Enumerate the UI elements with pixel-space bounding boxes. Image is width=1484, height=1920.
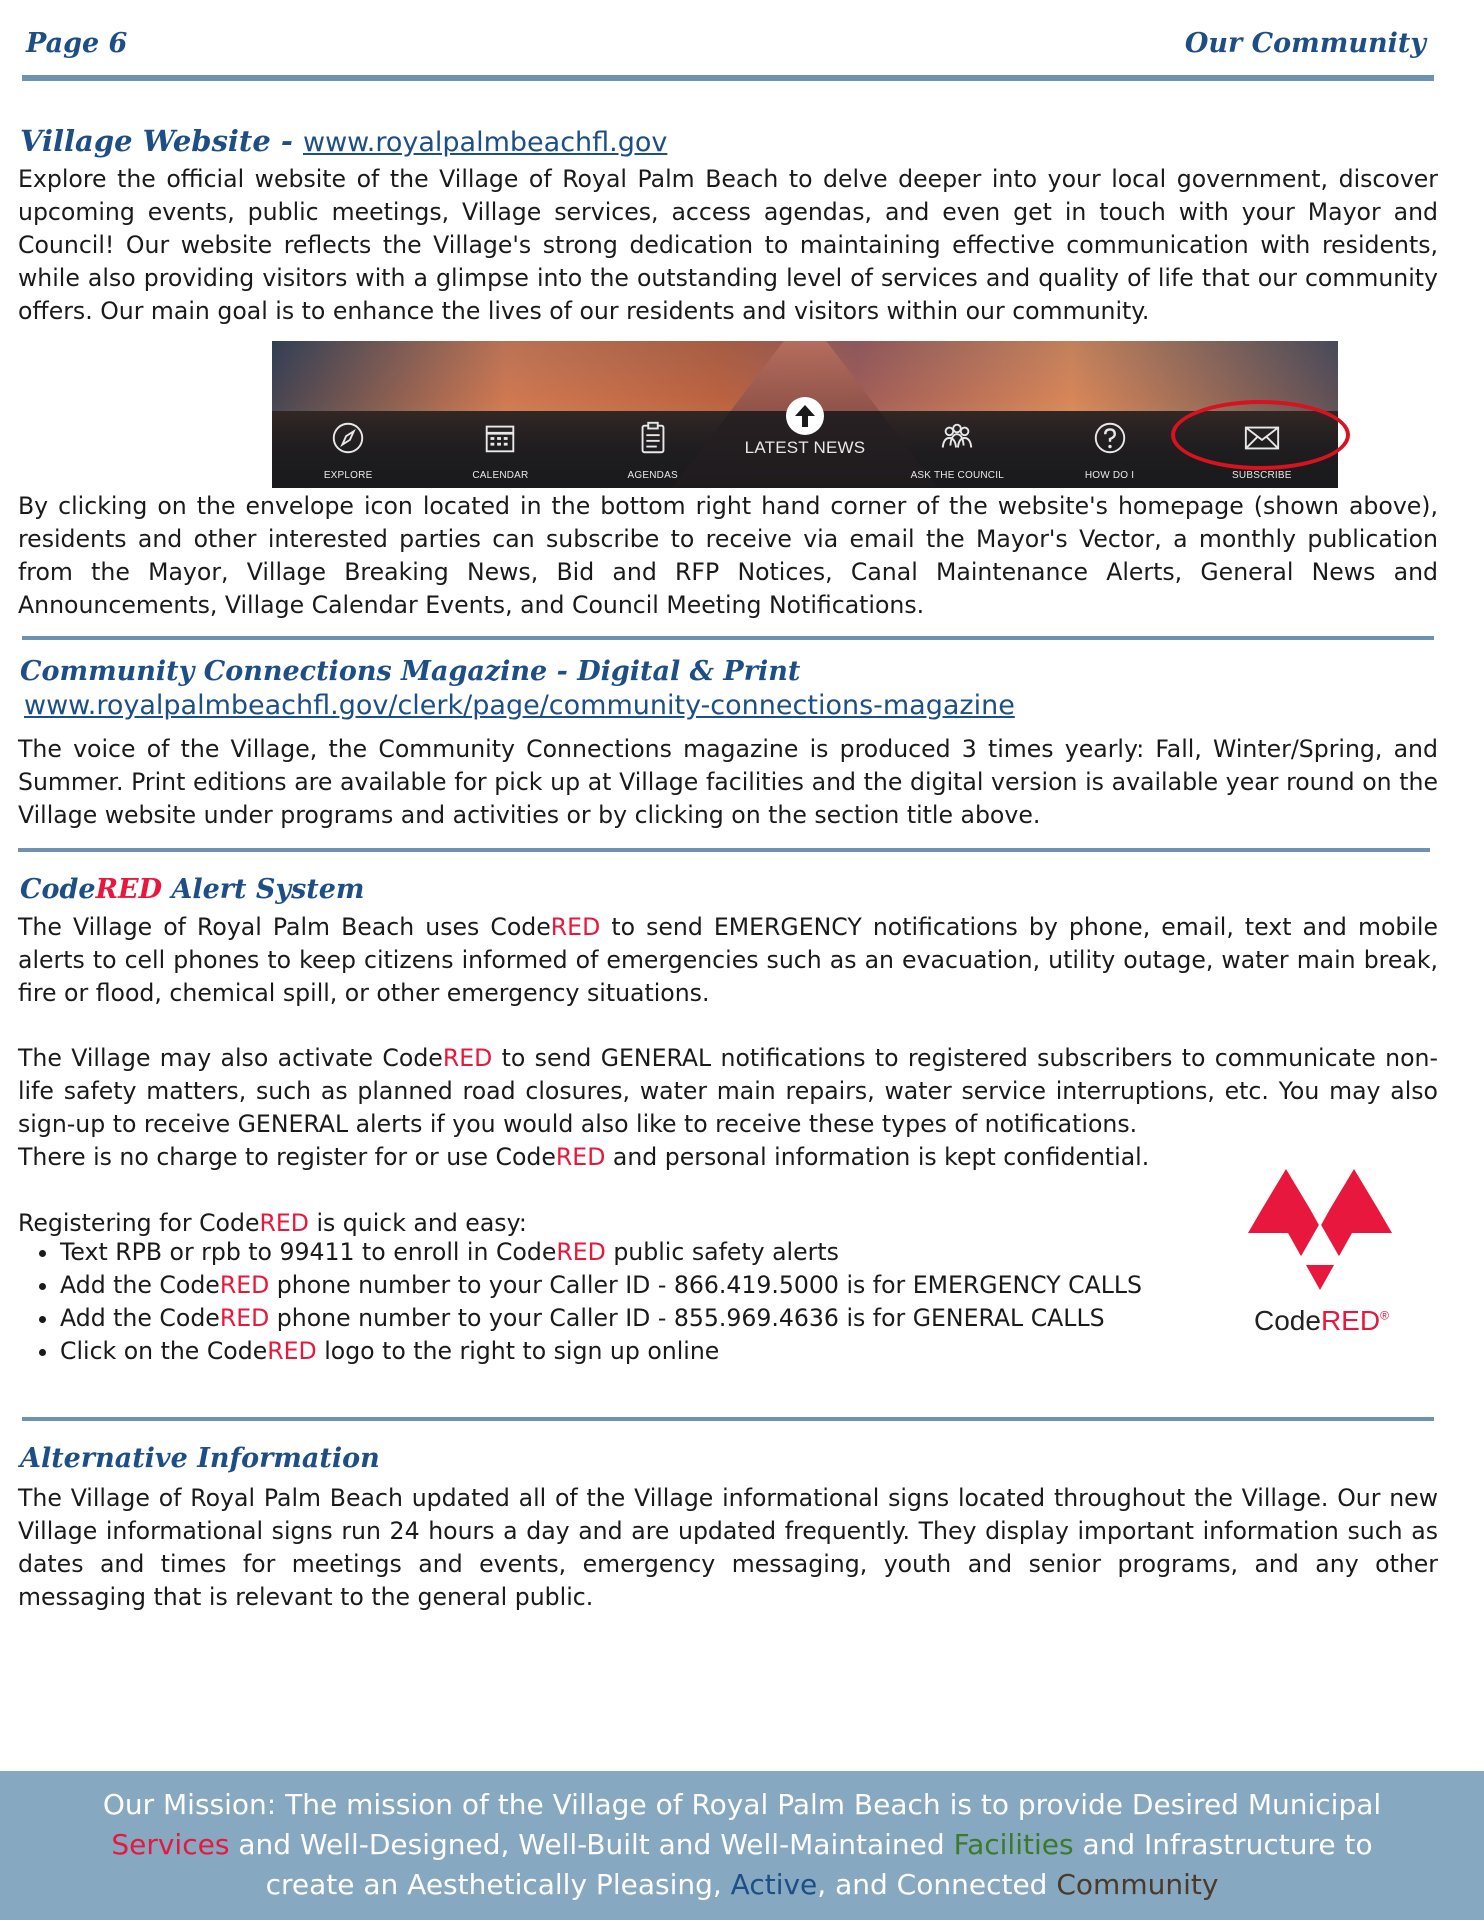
section-title: Our Community [1184,28,1426,59]
list-item: • Text RPB or rpb to 99411 to enroll in CodeRED public safety alerts [60,1236,1142,1269]
codered-steps-list [18,1236,1142,1368]
subscribe-highlight-circle [1171,400,1350,470]
website-link[interactable]: www.royalpalmbeachfl.gov [303,127,668,158]
banner-label: LATEST NEWS [744,438,866,457]
alternative-title: Alternative Information [20,1443,380,1474]
magazine-body: The voice of the Village, the Community Connections magazine is produced 3 times yearly: Fall, Winter/Spring, and Summer. Print editions are available for pick up at Village facilities and the digital version is available year round on the Village website under programs and activities or by clicking on the section title above. [18,735,1438,829]
banner-nav-calendar [424,411,576,488]
banner-nav-agendas [577,411,729,488]
list-item: • Add the CodeRED phone number to your Caller ID - 866.419.5000 is for EMERGENCY CALLS [60,1269,1142,1302]
codered-paragraph-1: The Village of Royal Palm Beach uses CodeRED to send EMERGENCY notifications by phone, email, text and mobile alerts to cell phones to keep citizens informed of emergencies such as an evacuation, utility outage, water main break, fire or flood, chemical spill, or other emergency situations. [18,913,1438,1007]
website-heading [20,124,667,158]
alternative-body: The Village of Royal Palm Beach updated all of the Village informational signs located throughout the Village. Our new Village informational signs run 24 hours a day and are updated frequently. They display important information such as dates and times for meetings and events, emergency messaging, youth and senior programs, and any other messaging that is relevant to the general public. [18,1484,1438,1611]
banner-label: EXPLORE [323,470,373,481]
people-icon [938,419,976,457]
header-rule [22,75,1434,81]
banner-nav-how-do-i [1033,411,1185,488]
list-item: • Click on the CodeRED logo to the right to sign up online [60,1335,1142,1368]
section-rule [18,848,1430,852]
mission-footer [0,1771,1484,1920]
magazine-title: Community Connections Magazine - Digital & Print [20,656,801,687]
page-number: Page 6 [26,28,128,59]
banner-label: SUBSCRIBE [1232,470,1292,481]
section-rule [22,1417,1434,1421]
list-item: • Add the CodeRED phone number to your Caller ID - 855.969.4636 is for GENERAL CALLS [60,1302,1142,1335]
magazine-link[interactable]: www.royalpalmbeachfl.gov/clerk/page/community-connections-magazine [24,690,1015,721]
codered-paragraph-3: There is no charge to register for or use CodeRED and personal information is kept confidential. [18,1143,1150,1171]
mission-statement: Our Mission: The mission of the Village of Royal Palm Beach is to provide Desired Municipal Services and Well-Designed, Well-Built and Well-Maintained Facilities and Infrastructure to create an Aesthetically Pleasing, Active, and Connected Community [102,1788,1382,1901]
codered-logo-text: CodeRED® [1254,1305,1389,1336]
banner-nav-latest-news [729,411,881,488]
banner-label: AGENDAS [627,470,678,481]
arrow-up-icon [786,397,824,435]
compass-icon [329,419,367,457]
website-body: Explore the official website of the Village of Royal Palm Beach to delve deeper into your local government, discover upcoming events, public meetings, Village services, access agendas, and even get in touch with your Mayor and Council! Our website reflects the Village's strong dedication to maintaining effective communication with residents, while also providing visitors with a glimpse into the outstanding level of services and quality of life that our community offers. Our main goal is to enhance the lives of our residents and visitors within our community. [18,165,1438,325]
banner-label: CALENDAR [472,470,529,481]
codered-paragraph-4: Registering for CodeRED is quick and easy: [18,1209,527,1237]
codered-logo[interactable] [1240,1165,1400,1340]
website-title: Village Website - [20,124,304,158]
clipboard-icon [634,419,672,457]
calendar-icon [481,419,519,457]
banner-nav-ask-the-council [881,411,1033,488]
banner-nav-explore [272,411,424,488]
codered-logo-mark-icon [1240,1165,1400,1295]
website-body-2: By clicking on the envelope icon located in the bottom right hand corner of the website's homepage (shown above), residents and other interested parties can subscribe to receive via email the Mayor's Vector, a monthly publication from the Mayor, Village Breaking News, Bid and RFP Notices, Canal Maintenance Alerts, General News and Announcements, Village Calendar Events, and Council Meeting Notifications. [18,492,1438,619]
banner-label: ASK THE COUNCIL [910,470,1004,481]
website-banner-image [272,341,1338,488]
codered-paragraph-2: The Village may also activate CodeRED to send GENERAL notifications to registered subscribers to communicate non-life safety matters, such as planned road closures, water main repairs, water service interruptions, etc. You may also sign-up to receive GENERAL alerts if you would also like to receive these types of notifications. [18,1044,1439,1138]
question-icon [1091,419,1129,457]
codered-title: CodeRED Alert System [20,874,365,905]
banner-label: HOW DO I [1084,470,1135,481]
section-rule [22,636,1434,640]
